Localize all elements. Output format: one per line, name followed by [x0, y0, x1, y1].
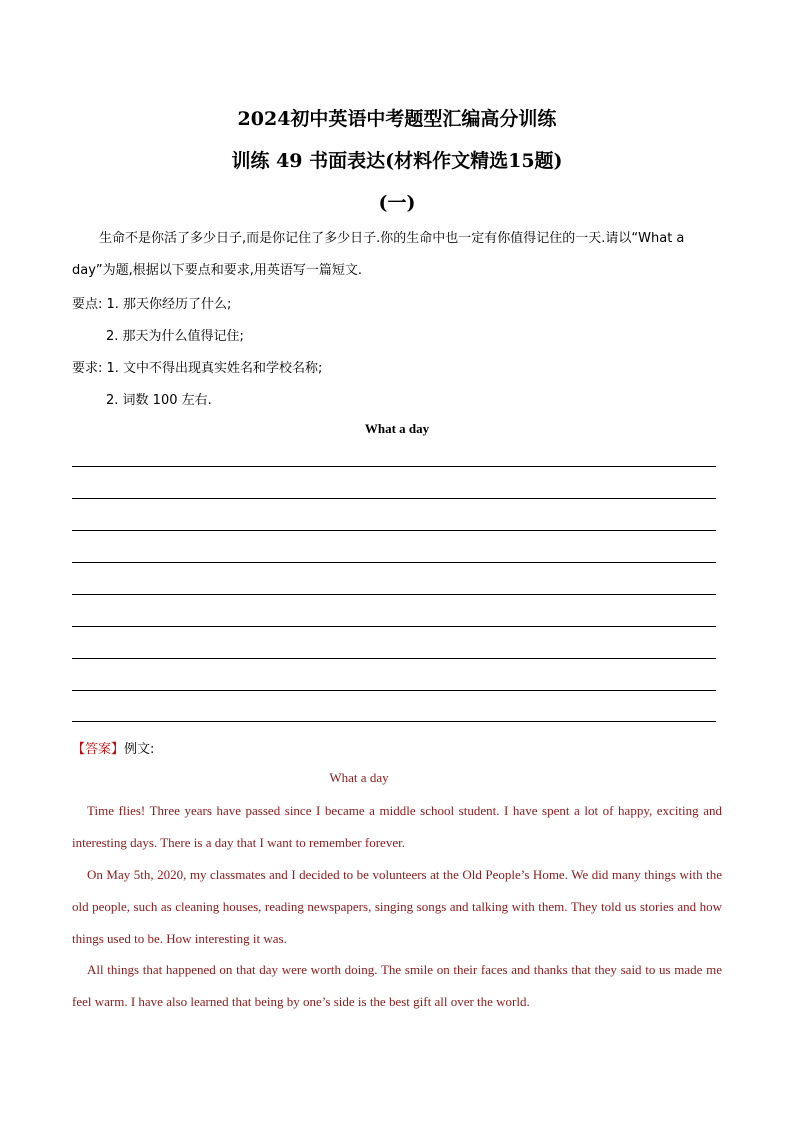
- writing-line[interactable]: [72, 466, 716, 467]
- key-point-2: 2. 那天为什么值得记住;: [106, 329, 244, 344]
- essay-heading: What a day: [364, 421, 430, 436]
- page-title: 2024初中英语中考题型汇编高分训练: [237, 108, 557, 130]
- writing-line[interactable]: [72, 658, 716, 659]
- section-number: (一): [378, 192, 416, 214]
- writing-line[interactable]: [72, 498, 716, 499]
- answer-label-text: 例文:: [124, 742, 155, 757]
- writing-line[interactable]: [72, 626, 716, 627]
- writing-line[interactable]: [72, 594, 716, 595]
- requirement-1: 要求: 1. 文中不得出现真实姓名和学校名称;: [72, 361, 323, 376]
- task-prompt: 生命不是你活了多少日子,而是你记住了多少日子.你的生命中也一定有你值得记住的一天.请以“What a day”为题,根据以下要点和要求,用英语写一篇短文.: [72, 231, 685, 278]
- answer-label: [72, 738, 154, 757]
- writing-line[interactable]: [72, 721, 716, 722]
- answer-essay-title: What a day: [329, 770, 389, 785]
- essay-paragraph: Time flies! Three years have passed since I became a middle school student. I have spent a lot of happy, exciting and interesting days. There is a day that I want to remember forever.: [72, 803, 722, 850]
- writing-line[interactable]: [72, 530, 716, 531]
- essay-paragraph: On May 5th, 2020, my classmates and I decided to be volunteers at the Old People’s Home. We did many things with the old people, such as cleaning houses, reading newspapers, singing songs and talking with them. They told us stories and how things used to be. How interesting it was.: [72, 867, 722, 946]
- requirement-2: 2. 词数 100 左右.: [106, 393, 212, 408]
- key-point-1: 要点: 1. 那天你经历了什么;: [72, 297, 232, 312]
- writing-line[interactable]: [72, 690, 716, 691]
- page-subtitle: 训练 49 书面表达(材料作文精选15题): [231, 150, 563, 172]
- answer-bracket: 【答案】: [72, 742, 125, 757]
- essay-paragraph: All things that happened on that day were worth doing. The smile on their faces and thanks that they said to us made me feel warm. I have also learned that being by one’s side is the best gift all over the world.: [72, 962, 722, 1009]
- writing-line[interactable]: [72, 562, 716, 563]
